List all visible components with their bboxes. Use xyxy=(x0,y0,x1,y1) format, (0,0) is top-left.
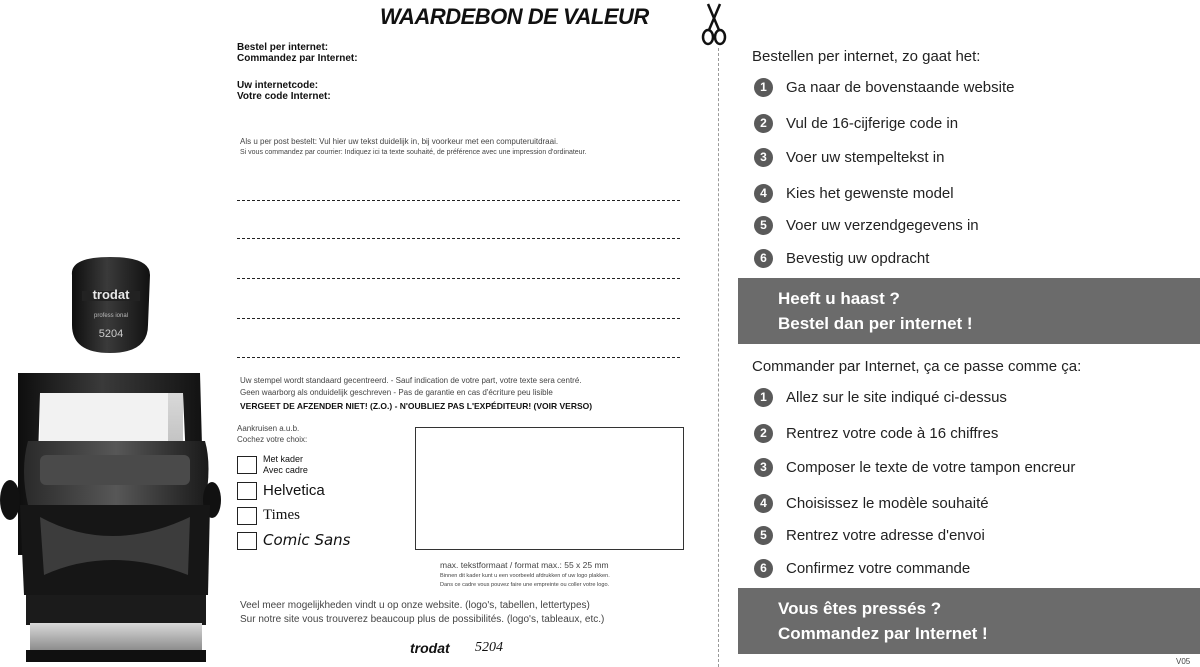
nl-step-4 xyxy=(754,182,954,204)
nl-heading: Bestellen per internet, zo gaat het: xyxy=(752,48,981,65)
step-text: Bevestig uw opdracht xyxy=(786,249,930,267)
fr-banner xyxy=(738,588,1200,654)
fr-banner-line-1: Vous êtes pressés ? xyxy=(778,599,942,618)
imprint-box[interactable] xyxy=(415,427,684,550)
step-number: 6 xyxy=(754,249,773,268)
option-frame-label xyxy=(263,454,308,476)
fr-banner-line-2: Commandez par Internet ! xyxy=(778,624,988,643)
order-internet-label xyxy=(237,42,358,64)
document-code: V05 xyxy=(1176,657,1191,666)
checkbox-frame[interactable] xyxy=(237,456,257,474)
option-helvetica: Helvetica xyxy=(263,482,325,499)
step-number: 3 xyxy=(754,458,773,477)
website-note-nl: Veel meer mogelijkheden vindt u op onze website. (logo's, tabellen, lettertypes) xyxy=(240,600,590,611)
option-frame-nl: Met kader xyxy=(263,454,304,464)
sender-note: VERGEET DE AFZENDER NIET! (Z.O.) - N'OUBLIEZ PAS L'EXPÉDITEUR! (VOIR VERSO) xyxy=(240,401,593,411)
tick-note-nl: Aankruisen a.u.b. xyxy=(237,424,300,433)
checkbox-times[interactable] xyxy=(237,507,257,525)
text-line-4[interactable] xyxy=(237,318,680,319)
fr-step-1 xyxy=(754,386,1007,408)
nl-step-1 xyxy=(754,76,1015,98)
stamp-subtitle: profess ional xyxy=(93,313,129,319)
step-number: 3 xyxy=(754,148,773,167)
step-number: 2 xyxy=(754,114,773,133)
step-text: Choisissez le modèle souhaité xyxy=(786,494,989,512)
logo-note-fr: Dans ce cadre vous pouvez faire une empreinte ou coller votre logo. xyxy=(440,582,610,588)
step-text: Voer uw verzendgegevens in xyxy=(786,216,979,234)
nl-banner-line-1: Heeft u haast ? xyxy=(778,289,900,308)
tick-note-fr: Cochez votre choix: xyxy=(237,435,308,444)
page-title: WAARDEBON DE VALEUR xyxy=(380,4,649,29)
stamp-brand: trodat xyxy=(92,287,130,302)
step-text: Voer uw stempeltekst in xyxy=(786,148,945,166)
step-number: 5 xyxy=(754,216,773,235)
nl-step-2 xyxy=(754,112,958,134)
fr-step-2 xyxy=(754,422,998,444)
nl-step-3 xyxy=(754,146,944,168)
step-text: Kies het gewenste model xyxy=(786,184,954,202)
internet-code-fr: Votre code Internet: xyxy=(237,91,331,102)
step-text: Rentrez votre code à 16 chiffres xyxy=(786,424,999,442)
post-note-fr: Si vous commandez par courrier: Indiquez ici ta texte souhaité, de préférence avec une impression d'ordinateur. xyxy=(240,149,587,156)
step-text: Composer le texte de votre tampon encreur xyxy=(786,458,1076,476)
checkbox-comic-sans[interactable] xyxy=(237,532,257,550)
step-number: 2 xyxy=(754,424,773,443)
logo-note-nl: Binnen dit kader kunt u een voorbeeld afdrukken of uw logo plakken. xyxy=(440,573,610,579)
website-note-fr: Sur notre site vous trouverez beaucoup plus de possibilités. (logo's, tableaux, etc.) xyxy=(240,614,605,625)
nl-banner-line-2: Bestel dan per internet ! xyxy=(778,314,973,333)
fr-step-3 xyxy=(754,456,1075,478)
footer-brand: trodat xyxy=(410,640,450,656)
trodat-stamp-image xyxy=(0,255,230,667)
warranty-note: Geen waarborg als onduidelijk geschreven - Pas de garantie en cas d'écriture peu lisible xyxy=(240,388,553,397)
fr-step-5 xyxy=(754,524,985,546)
stamp-model: 5204 xyxy=(98,328,124,340)
step-text: Rentrez votre adresse d'envoi xyxy=(786,526,985,544)
step-text: Ga naar de bovenstaande website xyxy=(786,78,1015,96)
option-frame-fr: Avec cadre xyxy=(263,465,308,475)
nl-step-6 xyxy=(754,247,929,269)
order-internet-fr: Commandez par Internet: xyxy=(237,53,358,64)
step-number: 6 xyxy=(754,559,773,578)
option-times: Times xyxy=(263,507,300,523)
internet-code-label xyxy=(237,80,331,102)
internet-code-nl: Uw internetcode: xyxy=(237,80,319,91)
step-number: 5 xyxy=(754,526,773,545)
fr-step-4 xyxy=(754,492,989,514)
scissors-icon xyxy=(700,2,728,46)
step-text: Allez sur le site indiqué ci-dessus xyxy=(786,388,1007,406)
post-note-nl: Als u per post bestelt: Vul hier uw tekst duidelijk in, bij voorkeur met een computeruitdraai. xyxy=(240,137,559,146)
max-format: max. tekstformaat / format max.: 55 x 25 mm xyxy=(440,560,609,570)
text-line-2[interactable] xyxy=(237,238,680,239)
order-internet-nl: Bestel per internet: xyxy=(237,42,329,53)
fr-step-6 xyxy=(754,557,970,579)
checkbox-helvetica[interactable] xyxy=(237,482,257,500)
step-text: Vul de 16-cijferige code in xyxy=(786,114,959,132)
nl-step-5 xyxy=(754,214,979,236)
cut-line xyxy=(718,48,719,667)
text-line-1[interactable] xyxy=(237,200,680,201)
fr-heading: Commander par Internet, ça ce passe comme ça: xyxy=(752,358,1082,375)
text-line-5[interactable] xyxy=(237,357,680,358)
step-number: 4 xyxy=(754,494,773,513)
step-number: 1 xyxy=(754,388,773,407)
nl-banner xyxy=(738,278,1200,344)
step-number: 4 xyxy=(754,184,773,203)
centered-note: Uw stempel wordt standaard gecentreerd. - Sauf indication de votre part, votre texte sera centré. xyxy=(240,376,582,385)
text-line-3[interactable] xyxy=(237,278,680,279)
step-text: Confirmez votre commande xyxy=(786,559,971,577)
step-number: 1 xyxy=(754,78,773,97)
option-comic-sans: Comic Sans xyxy=(263,531,351,549)
footer-model: 5204 xyxy=(475,640,503,655)
